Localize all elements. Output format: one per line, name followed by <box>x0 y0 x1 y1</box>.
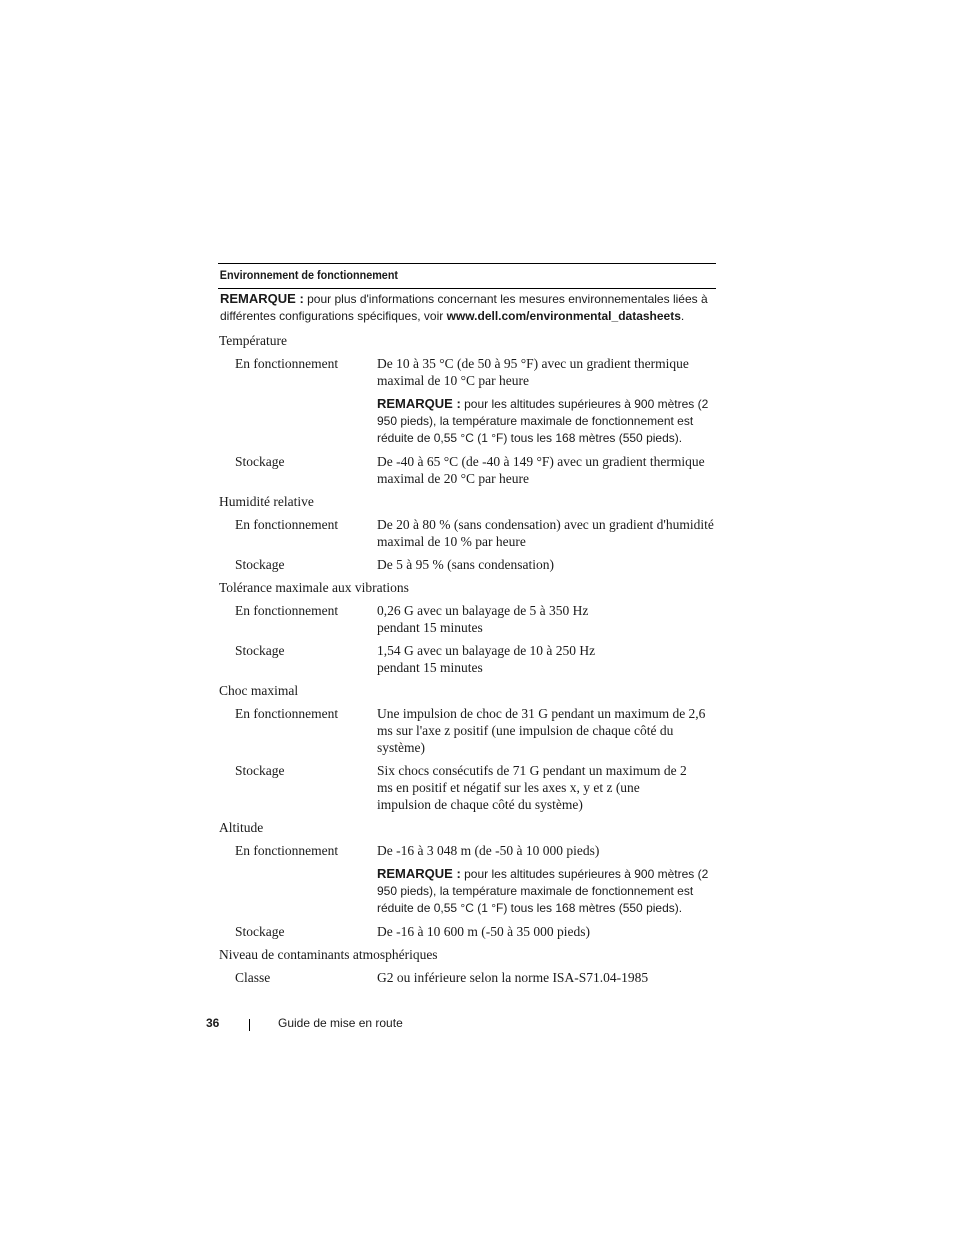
row-temperature-operating <box>218 355 716 389</box>
row-value: G2 ou inférieure selon la norme ISA-S71.04-1985 <box>377 970 649 985</box>
row-contaminants-class <box>218 969 716 986</box>
row-value: 1,54 G avec un balayage de 10 à 250 Hz pendant 15 minutes <box>377 643 596 675</box>
row-value: De 5 à 95 % (sans condensation) <box>377 557 554 572</box>
row-label: En fonctionnement <box>235 517 339 532</box>
row-altitude-storage <box>218 923 716 940</box>
row-label: Stockage <box>235 557 285 572</box>
note-text: pour les altitudes supérieures à 900 mètres (2 950 pieds), la température maximale de fonctionnement est réduite de 0,55 °C (1 °F) tous les 168 mètres (550 pieds). <box>377 867 709 915</box>
row-value: De 10 à 35 °C (de 50 à 95 °F) avec un gradient thermique maximal de 10 °C par heure <box>377 356 689 388</box>
datasheets-link[interactable]: www.dell.com/environmental_datasheets <box>446 309 681 323</box>
note-text-end: . <box>680 309 685 323</box>
footer-doc-title: Guide de mise en route <box>278 1016 403 1030</box>
row-label: Stockage <box>235 763 285 778</box>
row-label: En fonctionnement <box>235 356 339 371</box>
row-value: Une impulsion de choc de 31 G pendant un maximum de 2,6 ms sur l'axe z positif (une impulsion de chaque côté du système) <box>377 706 706 755</box>
note-text: pour plus d'informations concernant les mesures environnementales liées à différentes configurations spécifiques, voir <box>220 292 708 323</box>
row-label: Stockage <box>235 454 285 469</box>
row-value: De -16 à 10 600 m (-50 à 35 000 pieds) <box>377 924 590 939</box>
row-value: 0,26 G avec un balayage de 5 à 350 Hz pendant 15 minutes <box>377 603 589 635</box>
row-label: Stockage <box>235 643 285 658</box>
note-label: REMARQUE : <box>377 866 461 881</box>
row-altitude-operating <box>218 842 716 859</box>
category-shock: Choc maximal <box>219 683 299 698</box>
row-value: Six chocs consécutifs de 71 G pendant un maximum de 2 ms en positif et négatif sur les axes x, y et z (une impulsion de chaque côté du système) <box>377 763 687 812</box>
row-shock-operating <box>218 705 716 756</box>
category-vibration: Tolérance maximale aux vibrations <box>219 580 409 595</box>
row-label: En fonctionnement <box>235 706 339 721</box>
note-label: REMARQUE : <box>220 291 304 306</box>
row-temperature-storage <box>218 453 716 487</box>
row-label: Classe <box>235 970 271 985</box>
row-label: En fonctionnement <box>235 603 339 618</box>
row-value: De 20 à 80 % (sans condensation) avec un gradient d'humidité maximal de 10 % par heure <box>377 517 714 549</box>
row-humidity-operating <box>218 516 716 550</box>
row-value: De -40 à 65 °C (de -40 à 149 °F) avec un gradient thermique maximal de 20 °C par heure <box>377 454 705 486</box>
category-temperature: Température <box>219 333 288 348</box>
note-text: pour les altitudes supérieures à 900 mètres (2 950 pieds), la température maximale de fonctionnement est réduite de 0,55 °C (1 °F) tous les 168 mètres (550 pieds). <box>377 397 709 445</box>
note-label: REMARQUE : <box>377 396 461 411</box>
note-temperature <box>218 395 716 447</box>
row-label: Stockage <box>235 924 285 939</box>
category-contaminants: Niveau de contaminants atmosphériques <box>219 947 438 962</box>
spec-table <box>218 263 716 986</box>
note-altitude <box>218 865 716 917</box>
category-altitude: Altitude <box>219 820 264 835</box>
row-shock-storage <box>218 762 716 813</box>
row-vibration-storage <box>218 642 716 676</box>
row-vibration-operating <box>218 602 716 636</box>
category-humidity: Humidité relative <box>219 494 314 509</box>
section-title: Environnement de fonctionnement <box>219 268 399 282</box>
page-number: 36 <box>206 1016 220 1030</box>
row-value: De -16 à 3 048 m (de -50 à 10 000 pieds) <box>377 843 600 858</box>
top-note <box>218 289 716 325</box>
row-humidity-storage <box>218 556 716 573</box>
row-label: En fonctionnement <box>235 843 339 858</box>
footer-separator <box>249 1019 250 1031</box>
